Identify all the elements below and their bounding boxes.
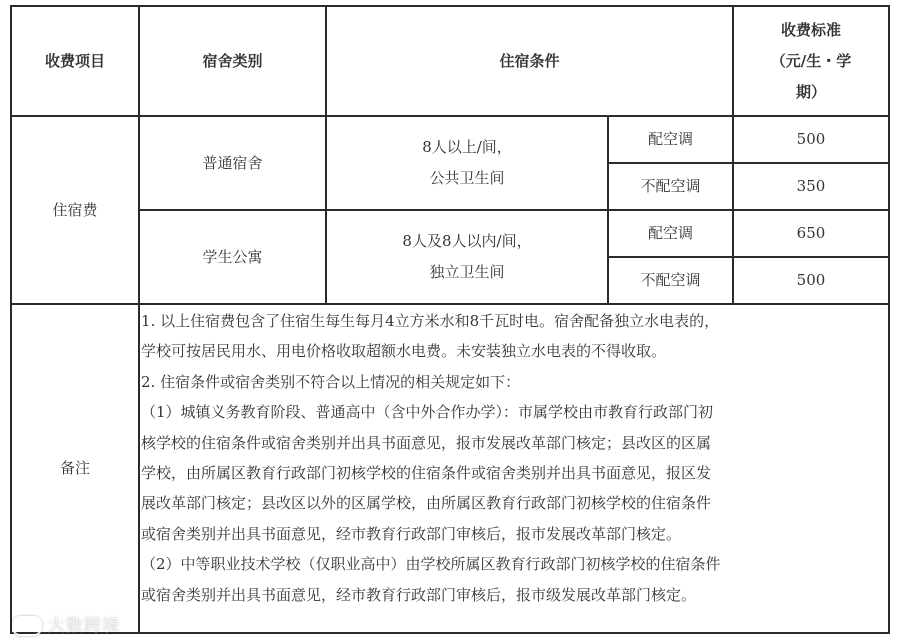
- condition-line2-2: 独立卫生间: [429, 263, 505, 281]
- ac-label-1b: 不配空调: [640, 177, 701, 195]
- category-label-2: 学生公寓: [202, 247, 263, 266]
- notes-line: 核学校的住宿条件或宿舍类别并出具书面意见，报市发展改革部门核定；县改区的区属: [141, 433, 712, 452]
- header-standard-line2: （元/生・学: [770, 51, 852, 70]
- notes-line: 1. 以上住宿费包含了住宿生每生每月4立方米水和8千瓦时电。宿舍配备独立水电表的，: [141, 312, 720, 330]
- category-cell-2: [140, 211, 325, 303]
- price-value-2a: 650: [796, 224, 826, 242]
- category-cell-1: [140, 117, 325, 209]
- header-condition-label: 住宿条件: [499, 51, 560, 70]
- ac-cell-1a: [609, 117, 732, 162]
- header-category-label: 宿舍类别: [202, 51, 263, 70]
- condition-cell-1: [327, 117, 607, 209]
- category-label-1: 普通宿舍: [202, 153, 263, 172]
- notes-line: （1）城镇义务教育阶段、普通高中（含中外合作办学）：市属学校由市教育行政部门初: [141, 403, 714, 422]
- notes-label: 备注: [59, 459, 90, 477]
- notes-line: 或宿舍类别并出具书面意见，经市教育行政部门审核后，报市级发展改革部门核定。: [141, 585, 697, 604]
- watermark-logo-icon: [12, 616, 42, 636]
- ac-cell-2a: [609, 211, 732, 256]
- ac-label-1a: 配空调: [647, 130, 693, 148]
- fee-item-label: 住宿费: [52, 200, 98, 219]
- header-fee-item: [12, 7, 138, 115]
- header-fee-item-label: 收费项目: [44, 51, 105, 70]
- notes-line: （2）中等职业技术学校（仅职业高中）由学校所属区教育行政部门初核学校的住宿条件: [141, 555, 721, 574]
- condition-cell-2: [327, 211, 607, 303]
- condition-line1-1: 8人以上/间，: [422, 138, 512, 156]
- border-body-bottom: [10, 303, 890, 305]
- notes-line: 学校，由所属区教育行政部门初核学校的住宿条件或宿舍类别并出具书面意见，报区发: [141, 464, 712, 483]
- price-cell-2a: [734, 211, 888, 256]
- header-standard-line1: 收费标准: [780, 20, 841, 39]
- condition-line2-1: 公共卫生间: [429, 169, 505, 187]
- ac-cell-2b: [609, 258, 732, 303]
- watermark-text: 大数跨境: [48, 616, 120, 636]
- border-bottom: [10, 632, 890, 634]
- price-cell-1a: [734, 117, 888, 162]
- notes-line: 2. 住宿条件或宿舍类别不符合以上情况的相关规定如下：: [141, 372, 521, 391]
- price-value-1a: 500: [796, 130, 826, 148]
- ac-label-2a: 配空调: [647, 224, 693, 242]
- notes-line: 学校可按居民用水、用电价格收取超额水电费。未安装独立水电表的不得收取。: [141, 342, 667, 361]
- header-category: [140, 7, 325, 115]
- notes-line: 展改革部门核定；县改区以外的区属学校，由所属区教育行政部门初核学校的住宿条件: [141, 494, 712, 513]
- ac-cell-1b: [609, 164, 732, 209]
- ac-label-2b: 不配空调: [640, 271, 701, 289]
- header-condition: [327, 7, 732, 115]
- header-standard-line3: 期）: [795, 82, 826, 101]
- price-cell-1b: [734, 164, 888, 209]
- notes-label-cell: [12, 305, 138, 632]
- watermark: [12, 611, 120, 636]
- fee-item-cell: [12, 117, 138, 303]
- notes-content: [141, 306, 881, 610]
- header-standard: [734, 7, 888, 115]
- price-value-2b: 500: [796, 271, 826, 289]
- border-right: [888, 5, 890, 634]
- price-cell-2b: [734, 258, 888, 303]
- notes-line: 或宿舍类别并出具书面意见，经市教育行政部门审核后，报市发展改革部门核定。: [141, 524, 682, 543]
- price-value-1b: 350: [796, 177, 826, 195]
- condition-line1-2: 8人及8人以内/间，: [402, 232, 532, 250]
